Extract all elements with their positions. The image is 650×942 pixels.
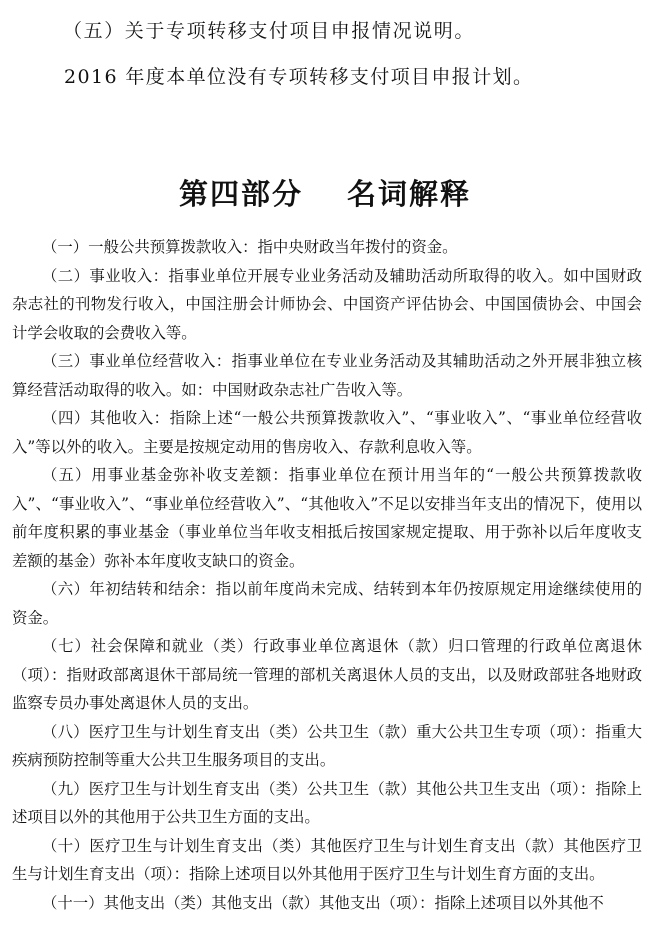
section-title-name: 名词解释 xyxy=(347,177,472,211)
definition-paragraph: （二）事业收入：指事业单位开展专业业务活动及辅助活动所取得的收入。如中国财政杂志社的刊物发行收入，中国注册会计师协会、中国资产评估协会、中国国债协会、中国会计学会收取的会费收入等。 xyxy=(12,266,642,342)
definition-paragraph: （十一）其他支出（类）其他支出（款）其他支出（项）：指除上述项目以外其他不 xyxy=(42,893,604,912)
definition-paragraph: （七）社会保障和就业（类）行政事业单位离退休（款）归口管理的行政单位离退休（项）：指财政部离退休干部局统一管理的部机关离退休人员的支出，以及财政部驻各地财政监察专员办事处离退休人员的支出。 xyxy=(12,637,642,712)
definition-paragraph: （三）事业单位经营收入：指事业单位在专业业务活动及其辅助活动之外开展非独立核算经营活动取得的收入。如：中国财政杂志社广告收入等。 xyxy=(12,352,642,399)
subsection-body: 2016 年度本单位没有专项转移支付项目申报计划。 xyxy=(64,66,534,88)
definition-paragraph: （一）一般公共预算拨款收入：指中央财政当年拨付的资金。 xyxy=(42,238,458,256)
definition-paragraph: （五）用事业基金弥补收支差额：指事业单位在预计用当年的“一般公共预算拨款收入”、“事业收入”、“事业单位经营收入”、“其他收入”不足以安排当年支出的情况下，使用以前年度积累的事业基金（事业单位当年收支相抵后按国家规定提取、用于弥补以后年度收支差额的基金）弥补本年度收支缺口的资金。 xyxy=(12,466,642,570)
definition-paragraph: （九）医疗卫生与计划生育支出（类）公共卫生（款）其他公共卫生支出（项）：指除上述项目以外的其他用于公共卫生方面的支出。 xyxy=(12,779,642,826)
definition-paragraph: （四）其他收入：指除上述“一般公共预算拨款收入”、“事业收入”、“事业单位经营收入”等以外的收入。主要是按规定动用的售房收入、存款利息收入等。 xyxy=(12,409,642,456)
definition-paragraph: （十）医疗卫生与计划生育支出（类）其他医疗卫生与计划生育支出（款）其他医疗卫生与计划生育支出（项）：指除上述项目以外其他用于医疗卫生与计划生育方面的支出。 xyxy=(12,836,642,883)
definition-paragraph: （八）医疗卫生与计划生育支出（类）公共卫生（款）重大公共卫生专项（项）：指重大疾病预防控制等重大公共卫生服务项目的支出。 xyxy=(12,722,642,769)
section-title xyxy=(0,174,650,214)
section-title-part: 第四部分 xyxy=(178,177,303,211)
subsection-heading: （五）关于专项转移支付项目申报情况说明。 xyxy=(63,20,476,42)
definitions-list xyxy=(12,233,642,917)
definition-paragraph: （六）年初结转和结余：指以前年度尚未完成、结转到本年仍按原规定用途继续使用的资金。 xyxy=(12,580,642,627)
